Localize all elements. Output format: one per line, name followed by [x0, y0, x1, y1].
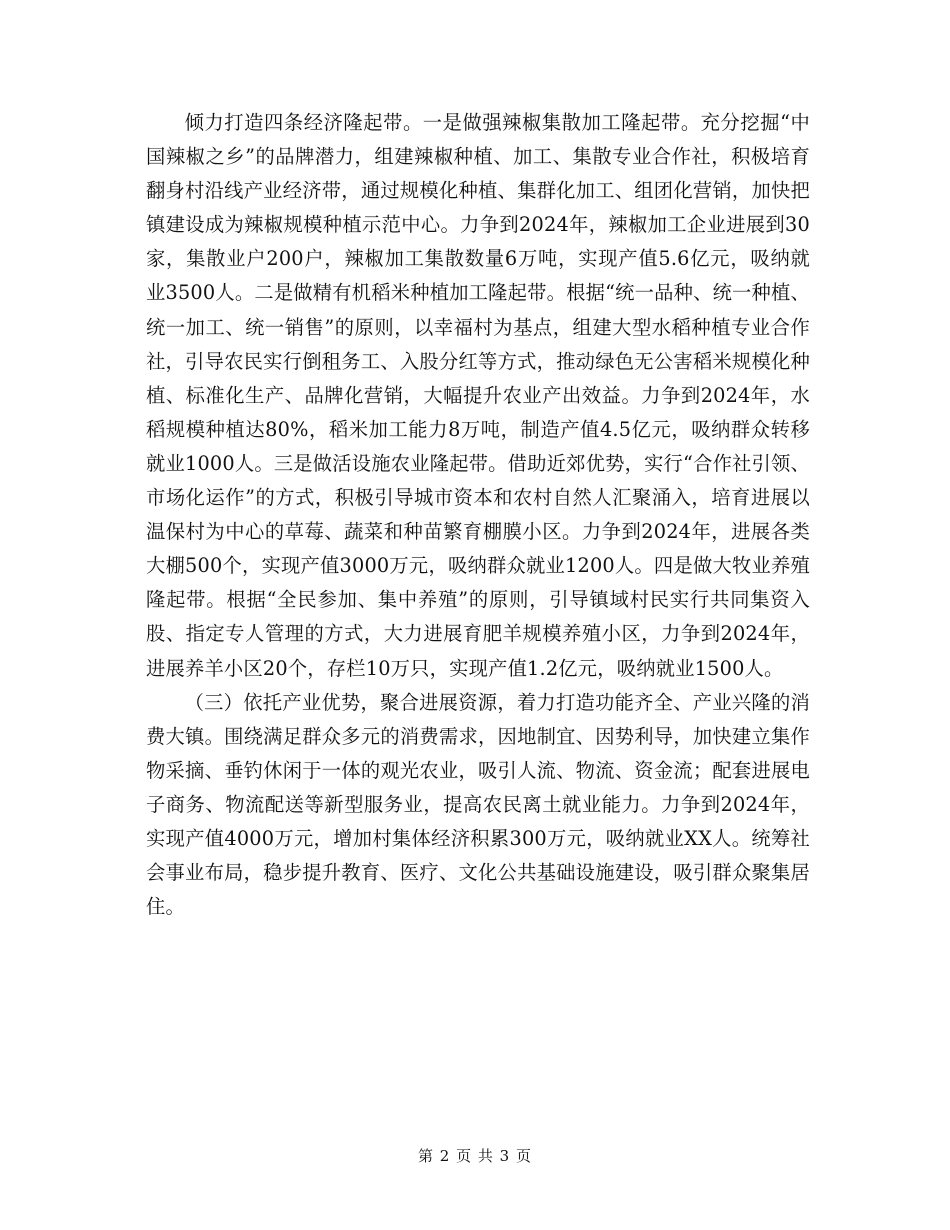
page-number-footer: 第 2 页 共 3 页: [418, 1147, 532, 1165]
paragraph-consumption-town: （三）依托产业优势，聚合进展资源，着力打造功能齐全、产业兴隆的消费大镇。围绕满足群众多元的消费需求，因地制宜、因势利导，加快建立集作物采摘、垂钓休闲于一体的观光农业，吸引人流、物流、资金流；配套进展电子商务、物流配送等新型服务业，提高农民离土就业能力。力争到2024年，实现产值4000万元，增加村集体经济积累300万元，吸纳就业XX人。统筹社会事业布局，稳步提升教育、医疗、文化公共基础设施建设，吸引群众聚集居住。: [146, 690, 810, 919]
paragraph-economic-belts: 倾力打造四条经济隆起带。一是做强辣椒集散加工隆起带。充分挖掘“中国辣椒之乡”的品牌潜力，组建辣椒种植、加工、集散专业合作社，积极培育翻身村沿线产业经济带，通过规模化种植、集群化加工、组团化营销，加快把镇建设成为辣椒规模种植示范中心。力争到2024年，辣椒加工企业进展到30家，集散业户200户，辣椒加工集散数量6万吨，实现产值5.6亿元，吸纳就业3500人。二是做精有机稻米种植加工隆起带。根据“统一品种、统一种植、统一加工、统一销售”的原则，以幸福村为基点，组建大型水稻种植专业合作社，引导农民实行倒租务工、入股分红等方式，推动绿色无公害稻米规模化种植、标准化生产、品牌化营销，大幅提升农业产出效益。力争到2024年，水稻规模种植达80%，稻米加工能力8万吨，制造产值4.5亿元，吸纳群众转移就业1000人。三是做活设施农业隆起带。借助近郊优势，实行“合作社引领、市场化运作”的方式，积极引导城市资本和农村自然人汇聚涌入，培育进展以温保村为中心的草莓、蔬菜和种苗繁育棚膜小区。力争到2024年，进展各类大棚500个，实现产值3000万元，吸纳群众就业1200人。四是做大牧业养殖隆起带。根据“全民参加、集中养殖”的原则，引导镇域村民实行共同集资入股、指定专人管理的方式，大力进展育肥羊规模养殖小区，力争到2024年，进展养羊小区20个，存栏10万只，实现产值1.2亿元，吸纳就业1500人。: [146, 111, 810, 680]
document-body: [146, 106, 810, 924]
